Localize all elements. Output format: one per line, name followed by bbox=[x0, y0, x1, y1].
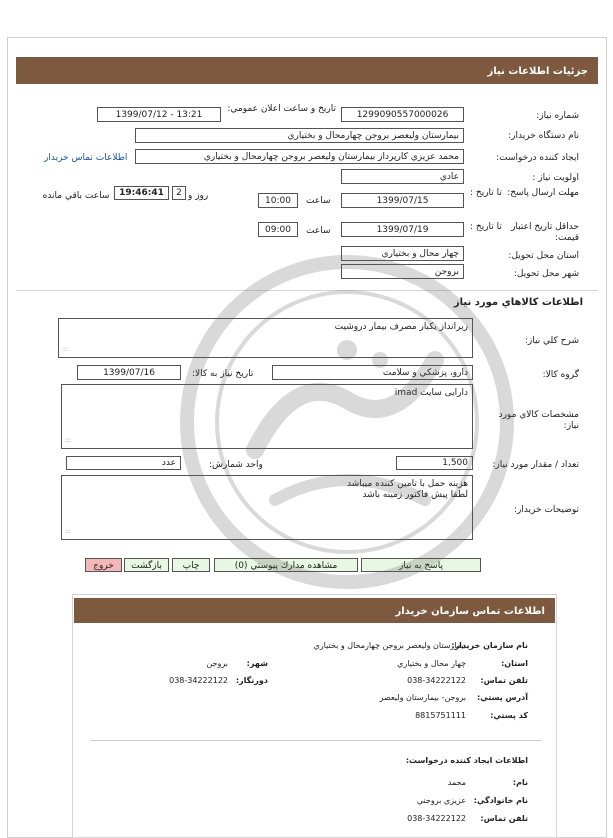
delivery-city-field: بروجن bbox=[341, 264, 464, 279]
contact-org-value: بيمارستان وليعصر بروجن چهارمحال و بختياري bbox=[313, 641, 466, 650]
contact-province-value: چهار محال و بختياري bbox=[397, 659, 466, 668]
days-label: روز و bbox=[188, 191, 209, 201]
need-number-label: شماره نياز: bbox=[536, 111, 579, 121]
contact-phone-value: 038-34222122 bbox=[407, 676, 466, 685]
delivery-province-label: استان محل تحويل: bbox=[508, 251, 579, 261]
creator-family-label: نام خانوادگي: bbox=[473, 796, 528, 805]
contact-address-value: بروجن- بيمارستان وليعصر bbox=[379, 693, 466, 702]
unit-field: عدد bbox=[66, 456, 181, 470]
validity-date-field: 1399/07/19 bbox=[341, 222, 464, 237]
specs-label: مشخصات كالاي مورد نياز: bbox=[498, 410, 579, 431]
creator-name-value: محمد bbox=[447, 778, 466, 787]
general-desc-text: زيرانداز يكبار مصرف بيمار دروشيت bbox=[334, 322, 468, 332]
respond-button[interactable]: پاسخ به نياز bbox=[361, 558, 481, 572]
goods-group-label: گروه كالا: bbox=[542, 370, 579, 380]
creator-phone-value: 038-34222122 bbox=[407, 814, 466, 823]
priority-field: عادي bbox=[341, 169, 464, 184]
exit-button[interactable]: خروج bbox=[85, 558, 122, 572]
qty-field: 1,500 bbox=[396, 456, 473, 470]
qty-label: تعداد / مقدار مورد نياز: bbox=[492, 460, 579, 470]
contact-province-label: استان: bbox=[501, 659, 528, 668]
need-date-field: 1399/07/16 bbox=[77, 365, 181, 380]
validity-time-field: 09:00 bbox=[258, 222, 298, 237]
need-date-label: تاريخ نياز به كالا: bbox=[192, 369, 254, 379]
announce-datetime-field: 1399/07/12 - 13:21 bbox=[97, 107, 221, 122]
buyer-notes-field: هزينه حمل با تامين كننده ميباشد لطفا پيش فاكتور زمينه باشد ::: bbox=[61, 475, 473, 540]
requester-field: محمد عزيزي كارپرداز بيمارستان وليعصر بروجن چهارمحال و بختياري bbox=[135, 149, 464, 164]
contact-postal-label: كد پستي: bbox=[490, 711, 528, 720]
contact-fax-value: 038-34222122 bbox=[169, 676, 228, 685]
specs-field: دارایی سایت imad ::: bbox=[61, 384, 473, 449]
creator-family-value: عزيزي بروجني bbox=[416, 796, 466, 805]
page-title: جزئيات اطلاعات نياز bbox=[16, 57, 598, 84]
deadline-time-label: ساعت bbox=[306, 196, 331, 206]
unit-label: واحد شمارش: bbox=[209, 460, 263, 470]
goods-section-title: اطلاعات كالاهاي مورد نياز bbox=[453, 297, 583, 308]
contact-city-label: شهر: bbox=[246, 659, 268, 668]
contact-org-label: نام سازمان خريدار: bbox=[451, 641, 528, 650]
divider bbox=[16, 290, 598, 291]
delivery-city-label: شهر محل تحويل: bbox=[513, 269, 579, 279]
buyer-notes-label: توضيحات خريدار: bbox=[513, 505, 579, 515]
general-desc-label: شرح كلي نياز: bbox=[524, 336, 579, 346]
contact-phone-label: تلفن تماس: bbox=[480, 676, 528, 685]
back-button[interactable]: بازگشت bbox=[124, 558, 169, 572]
general-desc-field: زيرانداز يكبار مصرف بيمار دروشيت ::: bbox=[58, 318, 473, 358]
specs-text: دارایی سایت imad bbox=[394, 388, 468, 398]
goods-group-field: دارو، پزشكي و سلامت bbox=[272, 365, 473, 380]
deadline-date-field: 1399/07/15 bbox=[341, 193, 464, 208]
need-number-field: 1299090557000026 bbox=[341, 107, 464, 122]
creator-section-title: اطلاعات ايجاد كننده درخواست: bbox=[405, 756, 528, 765]
contact-title: اطلاعات تماس سازمان خريدار bbox=[74, 598, 555, 623]
buyer-note-line: هزينه حمل با تامين كننده ميباشد bbox=[347, 479, 468, 489]
priority-label: اولويت نياز : bbox=[532, 173, 579, 183]
price-validity-label: حداقل تاريخ اعتبار قيمت: bbox=[511, 222, 579, 243]
requester-label: ايجاد كننده درخواست: bbox=[496, 153, 579, 163]
deadline-to-date-label: تا تاريخ : bbox=[470, 188, 502, 198]
buyer-org-label: نام دستگاه خريدار: bbox=[508, 131, 579, 141]
contact-fax-label: دورنگار: bbox=[235, 676, 268, 685]
contact-address-label: آدرس پستي: bbox=[477, 693, 528, 702]
announce-datetime-label: تاريخ و ساعت اعلان عمومي: bbox=[227, 104, 336, 114]
buyer-note-line: لطفا پيش فاكتور زمينه باشد bbox=[362, 490, 468, 500]
buyer-contact-link[interactable]: اطلاعات تماس خريدار bbox=[44, 153, 128, 163]
contact-postal-value: 8815751111 bbox=[415, 711, 466, 720]
contact-divider bbox=[90, 740, 542, 741]
remaining-time-field: 19:46:41 bbox=[114, 186, 169, 200]
attachments-button[interactable]: مشاهده مدارك پيوستي (0) bbox=[214, 558, 358, 572]
response-deadline-label: مهلت ارسال پاسخ: bbox=[507, 188, 579, 198]
creator-name-label: نام: bbox=[512, 778, 528, 787]
remaining-time-label: ساعت باقي مانده bbox=[42, 191, 110, 201]
validity-time-label: ساعت bbox=[306, 226, 331, 236]
print-button[interactable]: چاپ bbox=[172, 558, 210, 572]
days-remaining-field: 2 bbox=[172, 186, 186, 200]
contact-city-value: بروجن bbox=[206, 659, 228, 668]
deadline-time-field: 10:00 bbox=[258, 193, 298, 208]
delivery-province-field: چهار محال و بختياري bbox=[341, 246, 464, 261]
creator-phone-label: تلفن تماس: bbox=[480, 814, 528, 823]
buyer-org-field: بيمارستان وليعصر بروجن چهارمحال و بختياري bbox=[135, 128, 464, 143]
validity-to-date-label: تا تاريخ : bbox=[470, 222, 502, 232]
